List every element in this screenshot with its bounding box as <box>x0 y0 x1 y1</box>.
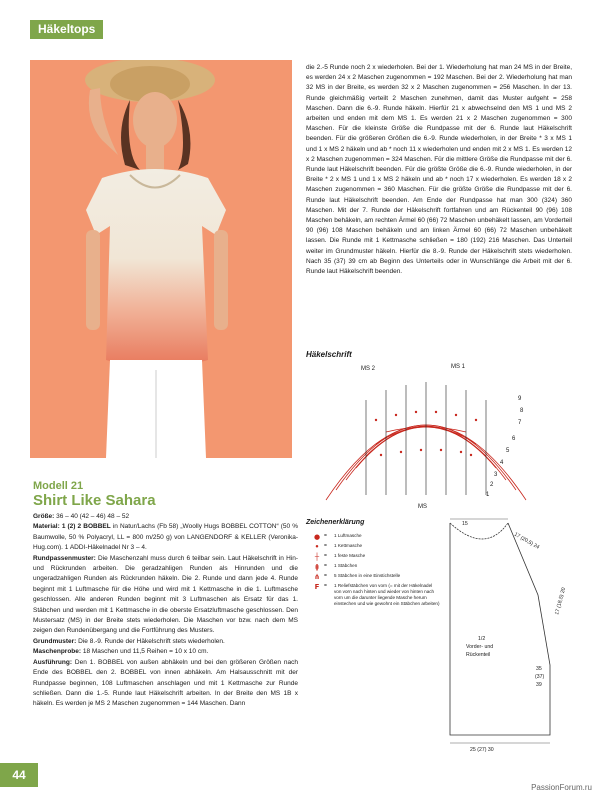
legend-item: ┼ = 1 feste Masche <box>310 553 440 561</box>
chart-label-ms2: MS 2 <box>361 366 376 372</box>
chart-label-ms1: MS 1 <box>451 364 466 370</box>
chart-row-number: 9 <box>518 396 522 402</box>
schematic-shoulder: 17 (20,5) 24 <box>513 531 541 551</box>
chart-row-number: 1 <box>486 492 490 498</box>
chart-row-number: 5 <box>506 448 510 454</box>
schematic-label-3: Rückenteil <box>466 652 491 658</box>
legend-item: ǂ = 1 Stäbchen <box>310 563 440 571</box>
legend-item: • = 1 Kettmasche <box>310 543 440 551</box>
schematic-label-2: Vorder- und <box>466 644 494 650</box>
legend-title: Zeichenerklärung <box>306 519 365 526</box>
crochet-chart <box>306 360 546 510</box>
section-tag: Häkeltops <box>30 20 103 39</box>
instruction-paragraph: Ausführung: Den 1. BOBBEL von außen abhäkeln und bei den größeren Größen nach Ende des BOBBEL den 2. BOBBEL von innen abhäkeln. Am Halsausschnitt mit der Rundpasse beginnen, 108 Luftmaschen anschlagen und mit 1 Kettmasche zur Runde schließen. Dann die 1.-5. Runde laut Häkelschrift arbeiten. In der Breite den MS 1B x häkeln. Es werden je MS 2 Maschen zugenommen = 144 Maschen. Dann <box>33 658 298 708</box>
page-number: 44 <box>0 763 38 787</box>
chart-row-number: 4 <box>500 460 504 466</box>
instructions-continued: die 2.-5 Runde noch 2 x wiederholen. Bei der 1. Wiederholung hat man 24 MS in der Breite, es werden 24 x 2 Maschen zugenommen = 192 Maschen. Bei der 2. Wiederholung hat man 32 MS in der Breite, es werden 32 x 2 Maschen zugenommen = 256 Maschen. In der 13. Runde gleichmäßig verteilt 2 Maschen zunehmen, damit das Muster aufgeht = 258 Maschen. Dann die 6.-9. Runde häkeln. Hierfür 21 x abwechselnd den MS 1 und MS 2 arbeiten und enden mit dem MS 1. Es werden 21 x 2 Maschen zugenommen = 300 Maschen. Für die kleinste Größe die Rundpasse mit der 6. Runde laut Häkelschrift beenden. Für die größeren Größen die 6.-9. Runde wiederholen, in der Breite * 3 x MS 1 und 1 x MS 2 häkeln und ab * noch 11 x wiederholen und enden mit 2 x MS 1. Es werden 12 x 2 Maschen zugenommen = 324 Maschen. Für die mittlere Größe die Rundpasse mit der 6. Runde laut Häkelschrift beenden. Für die größte Größe die 6.-9. Runde wiederholen, in der Breite * 2 x MS 1 und 1 x MS 2 häkeln und ab * noch 17 x wiederholen. Es werden 18 x 2 Maschen zugenommen = 360 Maschen. Für die größte Größe die Rundpasse mit der 6. Runde laut Häkelschrift beenden. Am Ende der Rundpasse hat man 300 (324) 360 Maschen. Mit der 7. Runde der Häkelschrift fortfahren und am Rückenteil 90 (96) 108 Maschen behäkeln, am rechten Ärmel 60 (66) 72 Maschen unbehäkelt lassen, am Vorderteil 90 (96) 108 Maschen behäkeln und am linken Ärmel 60 (66) 72 Maschen unbehäkelt lassen. Die Runde mit 1 Kettmasche schließen = 180 (192) 216 Maschen. Das Unterteil weiter im Grundmuster häkeln. Hierfür die 8.-9. Runde der Häkelschrift stets wiederholen. Nach 35 (37) 39 cm ab Beginn des Unterteils oder in Wunschlänge die Arbeit mit der 6. Runde laut Häkelschrift beenden. <box>306 64 572 276</box>
chain-stitch-icon: ● <box>313 533 321 541</box>
slip-stitch-icon: • <box>314 543 320 551</box>
size-schematic <box>440 515 590 760</box>
schematic-length: (37) <box>535 674 545 680</box>
legend-item: ⋔ = 5 Stäbchen in eine Einstichstelle <box>310 573 440 581</box>
chart-label-ms: MS <box>418 504 427 510</box>
model-photo <box>30 60 292 458</box>
single-crochet-icon: ┼ <box>314 553 320 561</box>
chart-row-number: 6 <box>512 436 516 442</box>
instruction-paragraph: Material: 1 (2) 2 BOBBEL in Natur/Lachs (Fb 58) „Woolly Hugs BOBBEL COTTON“ (50 % Baumwolle, 50 % Polyacryl, LL = 800 m/250 g) von LANGENDORF & KELLER (Veronika-Hug.com). 1 ADDI-Häkelnadel Nr 3 – 4. <box>33 523 298 552</box>
chart-row-number: 7 <box>518 420 522 426</box>
schematic-label-1: 1/2 <box>478 636 486 642</box>
model-label: Modell 21 <box>33 480 84 492</box>
double-crochet-icon: ǂ <box>315 563 319 571</box>
relief-stitch-icon: Ϝ <box>314 583 320 591</box>
instruction-paragraph: Maschenprobe: 18 Maschen und 11,5 Reihen = 10 x 10 cm. <box>33 648 209 656</box>
chart-title: Häkelschrift <box>306 350 352 359</box>
instructions <box>33 512 298 710</box>
legend-item: ● = 1 Luftmasche <box>310 533 440 541</box>
schematic-bottom: 25 (27) 30 <box>470 747 494 753</box>
model-title: Shirt Like Sahara <box>33 492 156 509</box>
schematic-length: 35 <box>536 666 542 672</box>
chart-row-number: 3 <box>494 472 498 478</box>
instruction-paragraph: Größe: 36 – 40 (42 – 46) 48 – 52 <box>33 513 130 520</box>
schematic-armhole: 17 (18,5) 20 <box>554 586 568 616</box>
legend <box>310 533 440 609</box>
instruction-paragraph: Grundmuster: Die 8.-9. Runde der Häkelschrift stets wiederholen. <box>33 637 225 645</box>
instruction-paragraph: Rundpassenmuster: Die Maschenzahl muss durch 6 teilbar sein. Laut Häkelschrift in Hin- und Rückrunden arbeiten. Die geradzahligen Runden als Hinrunden und die ungeradzahligen Runden als Rückrunden häkeln. Die 2. Runde und dann jede 4. Runde beginnt mit 1 Luftmasche für die Höhe und wird mit 1 Kettmasche in die 1. Luftmasche geschlossen. Alle anderen Runden beginnt mit 3 Luftmaschen als Ersatz für das 1. Stäbchen und werden mit 1 Kettmasche in die oberste Ersatzluftmasche geschlossen. Den Mustersatz (MS) in der Breite stets wiederholen. Die Maschen vor bzw. nach dem MS zeigen den Rundenübergang und die Fortführung des Musters. <box>33 554 298 635</box>
schematic-length: 39 <box>536 682 542 688</box>
watermark: PassionForum.ru <box>531 783 592 792</box>
chart-row-number: 2 <box>490 482 494 488</box>
shell-stitch-icon: ⋔ <box>314 573 320 581</box>
legend-item: Ϝ = 1 Reliefstäbchen von vorn (= mit der Häkelnadel von vorn nach hinten und wieder von hinten nach vorn um die darunter liegende Masche herum einstechen und wie gewohnt ein Stäbchen arbeiten) <box>310 583 440 607</box>
schematic-top: 15 <box>462 521 468 527</box>
chart-row-number: 8 <box>520 408 524 414</box>
